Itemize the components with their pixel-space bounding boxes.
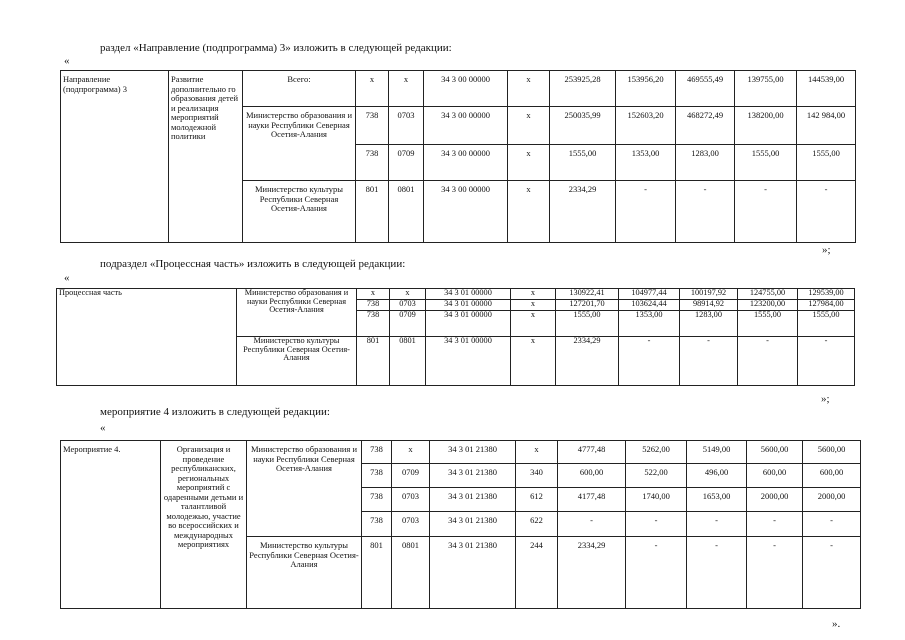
amount-cell: - (747, 537, 803, 609)
target-code-cell: 34 3 01 00000 (426, 311, 511, 337)
expense-type-cell: х (508, 107, 550, 145)
section3-table (60, 440, 861, 609)
amount-cell: - (619, 337, 680, 386)
section-code-cell: 0801 (390, 337, 426, 386)
section-code-cell: 0709 (390, 311, 426, 337)
amount-cell: 522,00 (626, 464, 687, 488)
amount-cell: - (735, 181, 797, 243)
amount-cell: 2000,00 (803, 488, 861, 512)
amount-cell: 129539,00 (798, 289, 855, 300)
amount-cell: 124755,00 (738, 289, 798, 300)
amount-cell: 1555,00 (556, 311, 619, 337)
expense-type-cell: х (511, 337, 556, 386)
amount-cell: 138200,00 (735, 107, 797, 145)
amount-cell: - (803, 512, 861, 537)
amount-cell: - (738, 337, 798, 386)
amount-cell: 468272,49 (676, 107, 735, 145)
ministry-education-cell: Министерство образования и науки Республики Северная Осетия-Алания (243, 107, 356, 181)
amount-cell: 1353,00 (619, 311, 680, 337)
section3-intro: мероприятие 4 изложить в следующей редакции: (100, 406, 330, 418)
direction-cell: Направление (подпрограмма) 3 (61, 71, 169, 243)
amount-cell: 144539,00 (797, 71, 856, 107)
amount-cell: - (687, 537, 747, 609)
section-code-cell: 0801 (392, 537, 430, 609)
grbs-cell: х (356, 71, 389, 107)
amount-cell: 5600,00 (747, 441, 803, 464)
target-code-cell: 34 3 01 21380 (430, 441, 516, 464)
expense-type-cell: х (508, 181, 550, 243)
grbs-cell: х (357, 289, 390, 300)
amount-cell: 103624,44 (619, 300, 680, 311)
amount-cell: - (626, 512, 687, 537)
target-code-cell: 34 3 01 21380 (430, 488, 516, 512)
amount-cell: 5262,00 (626, 441, 687, 464)
expense-type-cell: х (511, 311, 556, 337)
section-code-cell: х (389, 71, 424, 107)
amount-cell: 1555,00 (798, 311, 855, 337)
expense-type-cell: 622 (516, 512, 558, 537)
amount-cell: 104977,44 (619, 289, 680, 300)
amount-cell: 5600,00 (803, 441, 861, 464)
total-label-cell: Всего: (243, 71, 356, 107)
expense-type-cell: 244 (516, 537, 558, 609)
section-code-cell: 0703 (390, 300, 426, 311)
amount-cell: 142 984,00 (797, 107, 856, 145)
amount-cell: 153956,20 (616, 71, 676, 107)
target-code-cell: 34 3 01 00000 (426, 337, 511, 386)
grbs-cell: 801 (362, 537, 392, 609)
section-code-cell: 0709 (389, 145, 424, 181)
amount-cell: 1555,00 (738, 311, 798, 337)
grbs-cell: 738 (356, 145, 389, 181)
amount-cell: 250035,99 (550, 107, 616, 145)
section3-close-quote: ». (832, 618, 841, 630)
grbs-cell: 738 (362, 512, 392, 537)
section1-open-quote: « (64, 55, 70, 67)
ministry-education-cell: Министерство образования и науки Республики Северная Осетия-Алания (247, 441, 362, 537)
amount-cell: 1740,00 (626, 488, 687, 512)
amount-cell: - (798, 337, 855, 386)
amount-cell: 600,00 (558, 464, 626, 488)
amount-cell: 1653,00 (687, 488, 747, 512)
ministry-culture-cell: Министерство культуры Республики Северная Осетия-Алания (247, 537, 362, 609)
amount-cell: - (747, 512, 803, 537)
expense-type-cell: х (511, 300, 556, 311)
amount-cell: 2334,29 (556, 337, 619, 386)
amount-cell: - (797, 181, 856, 243)
ministry-culture-cell: Министерство культуры Республики Северная Осетия-Алания (237, 337, 357, 386)
amount-cell: - (558, 512, 626, 537)
amount-cell: 1555,00 (797, 145, 856, 181)
section1-table (60, 70, 856, 243)
amount-cell: 127984,00 (798, 300, 855, 311)
amount-cell: 5149,00 (687, 441, 747, 464)
amount-cell: 1555,00 (735, 145, 797, 181)
amount-cell: 1283,00 (680, 311, 738, 337)
target-code-cell: 34 3 00 00000 (424, 71, 508, 107)
amount-cell: - (803, 537, 861, 609)
table-row (61, 71, 856, 107)
ministry-culture-cell: Министерство культуры Республики Северная Осетия-Алания (243, 181, 356, 243)
amount-cell: 496,00 (687, 464, 747, 488)
grbs-cell: 738 (357, 311, 390, 337)
section1-close-quote: »; (822, 244, 831, 256)
amount-cell: 2000,00 (747, 488, 803, 512)
amount-cell: 152603,20 (616, 107, 676, 145)
amount-cell: 1353,00 (616, 145, 676, 181)
target-code-cell: 34 3 00 00000 (424, 181, 508, 243)
target-code-cell: 34 3 00 00000 (424, 145, 508, 181)
grbs-cell: 738 (362, 488, 392, 512)
grbs-cell: 801 (356, 181, 389, 243)
grbs-cell: 801 (357, 337, 390, 386)
target-code-cell: 34 3 01 21380 (430, 537, 516, 609)
section1-intro: раздел «Направление (подпрограмма) 3» изложить в следующей редакции: (100, 42, 452, 54)
amount-cell: 98914,92 (680, 300, 738, 311)
program-title-cell: Развитие дополнительно го образования детей и реализация мероприятий молодежной политики (169, 71, 243, 243)
amount-cell: 139755,00 (735, 71, 797, 107)
amount-cell: 253925,28 (550, 71, 616, 107)
section2-intro: подраздел «Процессная часть» изложить в следующей редакции: (100, 258, 406, 270)
process-part-cell: Процессная часть (57, 289, 237, 386)
amount-cell: 2334,29 (550, 181, 616, 243)
amount-cell: - (687, 512, 747, 537)
amount-cell: 4177,48 (558, 488, 626, 512)
amount-cell: 100197,92 (680, 289, 738, 300)
amount-cell: 1283,00 (676, 145, 735, 181)
amount-cell: 130922,41 (556, 289, 619, 300)
section-code-cell: 0703 (392, 512, 430, 537)
target-code-cell: 34 3 01 00000 (426, 300, 511, 311)
amount-cell: - (626, 537, 687, 609)
section-code-cell: х (392, 441, 430, 464)
amount-cell: 4777,48 (558, 441, 626, 464)
section2-table (56, 288, 855, 386)
table-row (61, 441, 861, 464)
amount-cell: 600,00 (747, 464, 803, 488)
expense-type-cell: 612 (516, 488, 558, 512)
grbs-cell: 738 (362, 464, 392, 488)
amount-cell: - (676, 181, 735, 243)
section-code-cell: 0709 (392, 464, 430, 488)
expense-type-cell: х (516, 441, 558, 464)
section3-open-quote: « (100, 422, 106, 434)
expense-type-cell: 340 (516, 464, 558, 488)
section-code-cell: 0703 (389, 107, 424, 145)
section2-open-quote: « (64, 272, 70, 284)
section2-close-quote: »; (821, 393, 830, 405)
grbs-cell: 738 (356, 107, 389, 145)
amount-cell: 469555,49 (676, 71, 735, 107)
section-code-cell: 0801 (389, 181, 424, 243)
table-row (57, 289, 855, 300)
expense-type-cell: х (508, 145, 550, 181)
grbs-cell: 738 (357, 300, 390, 311)
target-code-cell: 34 3 01 21380 (430, 512, 516, 537)
ministry-education-cell: Министерство образования и науки Республики Северная Осетия-Алания (237, 289, 357, 337)
event-title-cell: Организация и проведение республиканских, региональных мероприятий с одаренными детьми и талантливой молодежью, участие во всероссийских и международных мероприятиях (161, 441, 247, 609)
amount-cell: 123200,00 (738, 300, 798, 311)
grbs-cell: 738 (362, 441, 392, 464)
amount-cell: 2334,29 (558, 537, 626, 609)
expense-type-cell: х (508, 71, 550, 107)
amount-cell: - (680, 337, 738, 386)
event-number-cell: Мероприятие 4. (61, 441, 161, 609)
target-code-cell: 34 3 00 00000 (424, 107, 508, 145)
amount-cell: 600,00 (803, 464, 861, 488)
target-code-cell: 34 3 01 21380 (430, 464, 516, 488)
expense-type-cell: х (511, 289, 556, 300)
section-code-cell: х (390, 289, 426, 300)
section-code-cell: 0703 (392, 488, 430, 512)
amount-cell: 127201,70 (556, 300, 619, 311)
target-code-cell: 34 3 01 00000 (426, 289, 511, 300)
amount-cell: 1555,00 (550, 145, 616, 181)
amount-cell: - (616, 181, 676, 243)
